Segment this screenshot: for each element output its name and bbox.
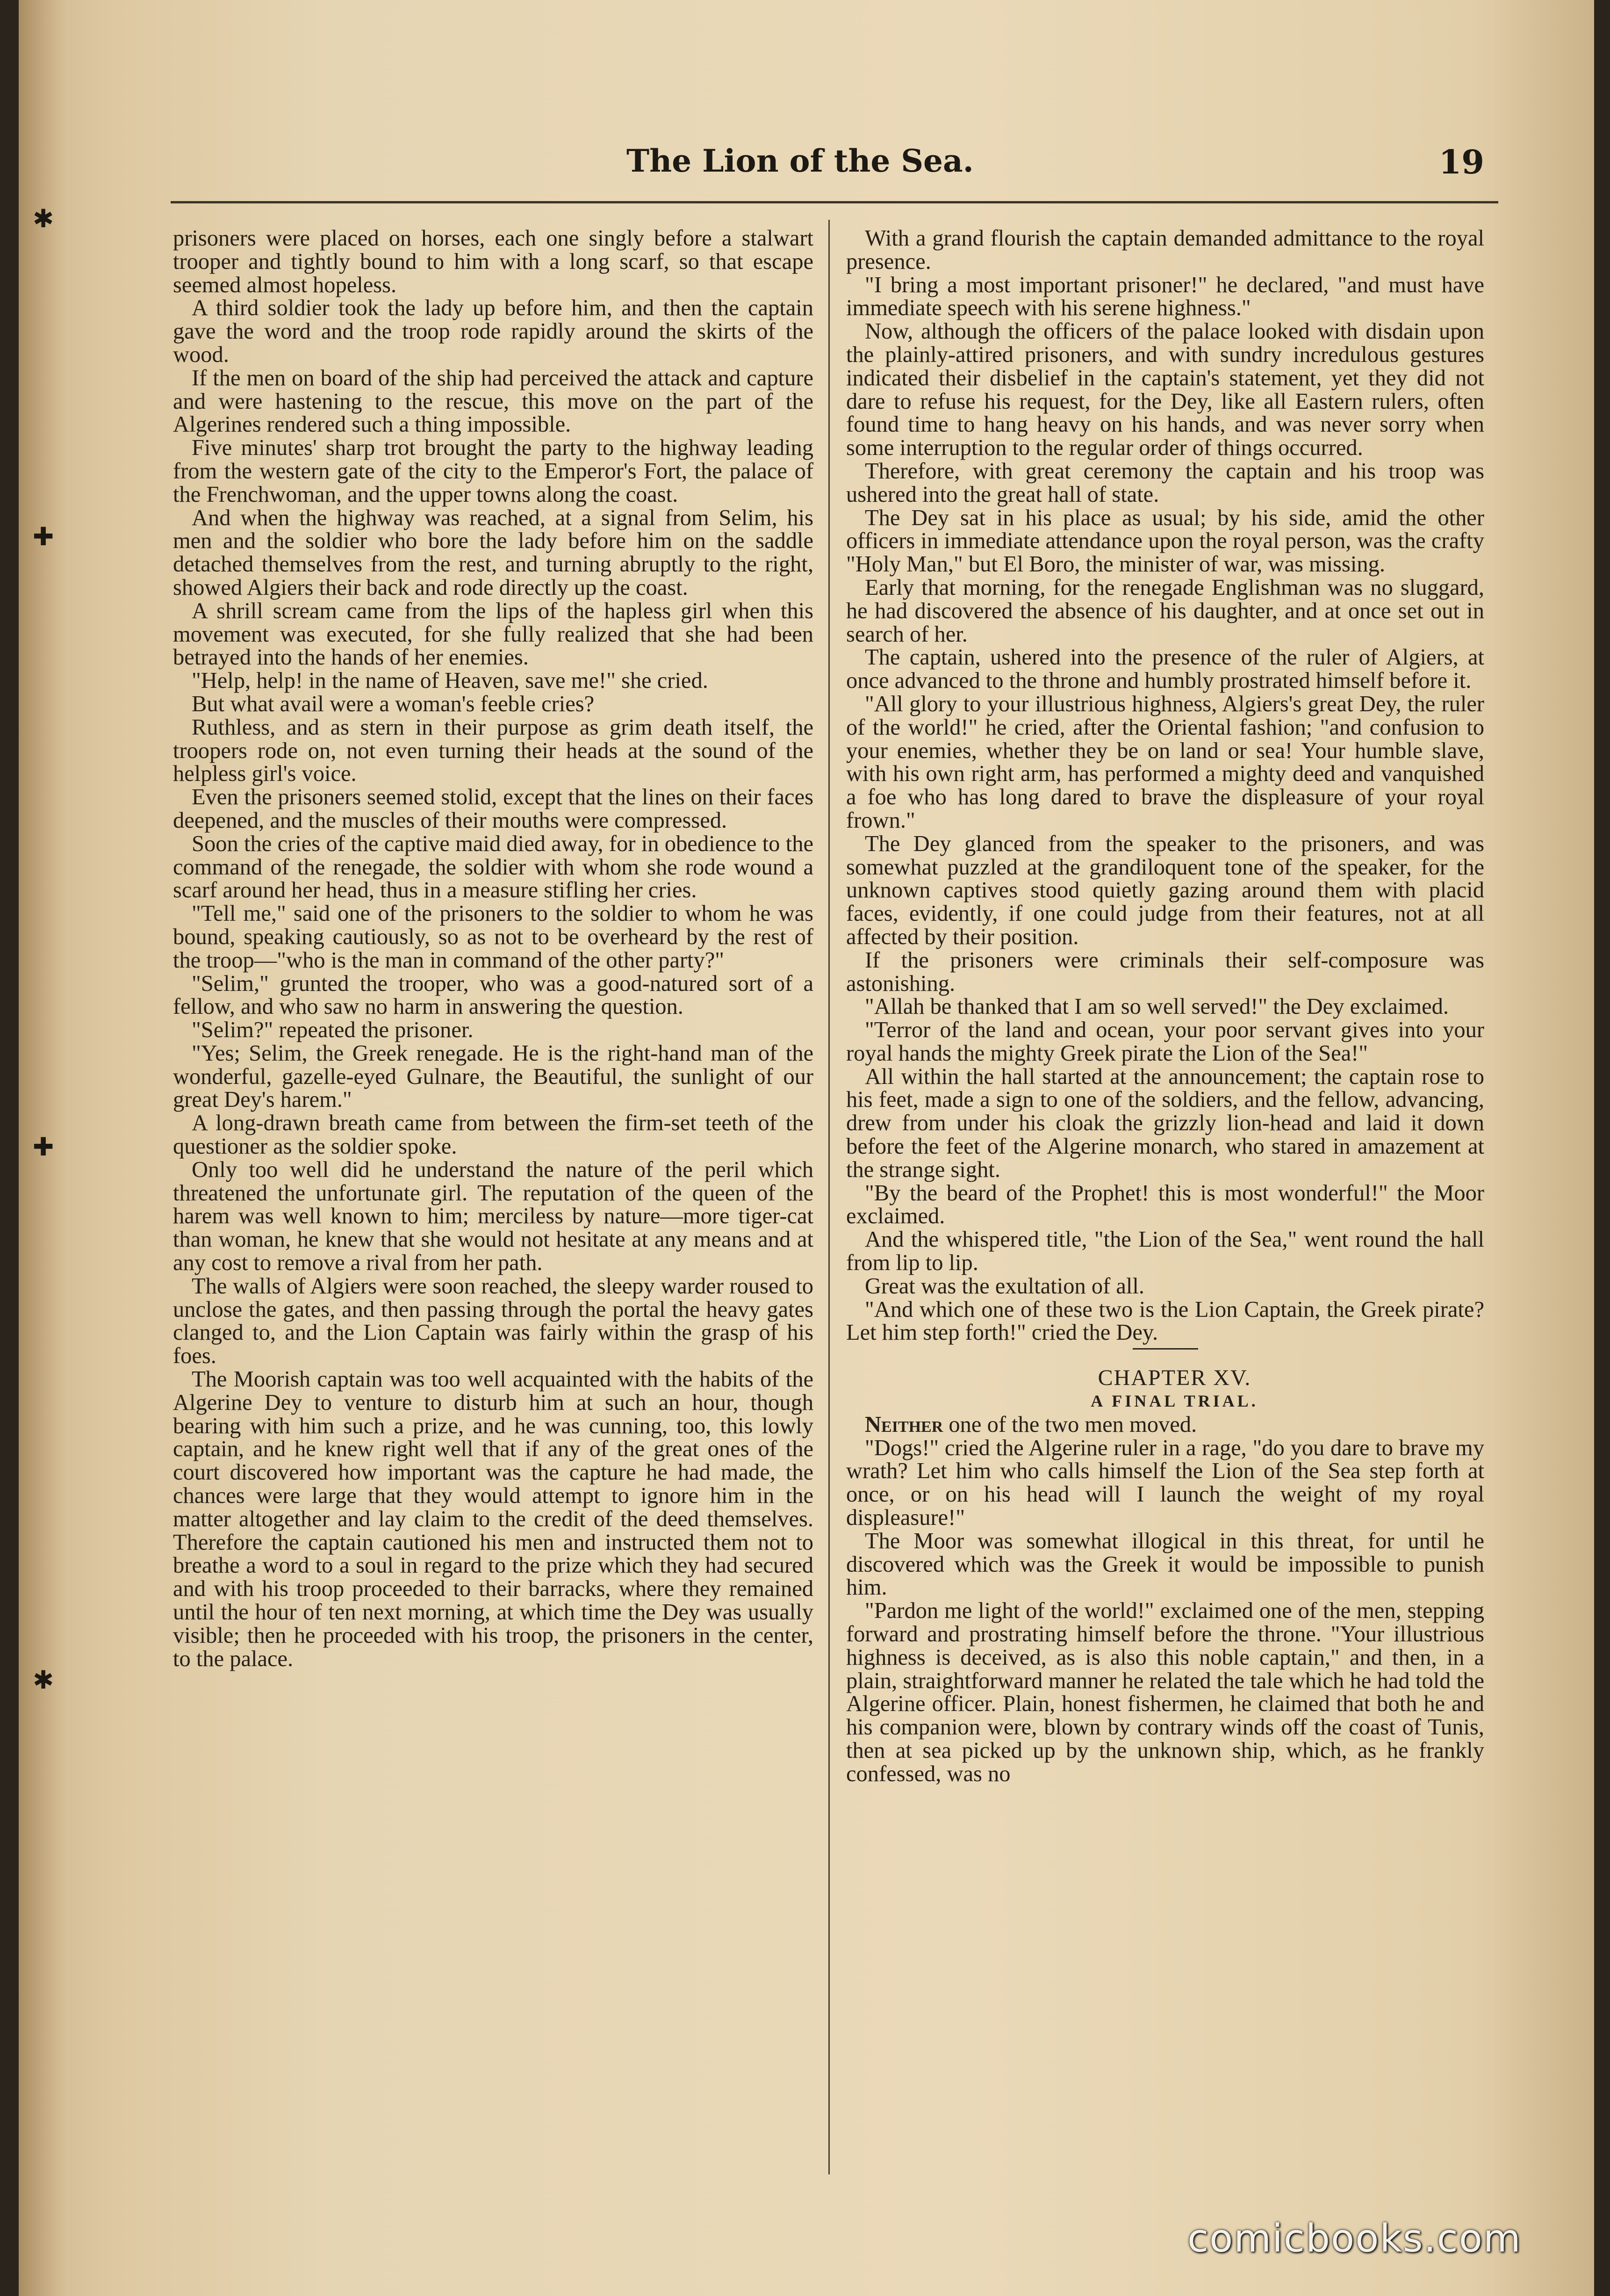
paragraph: The Moorish captain was too well acquainted with the habits of the Algerine Dey to venture to disturb him at such an hour, though bearing with him such a prize, and he was cunning, too, this lowly captain, and he knew right well that if any of the great ones of the court discovered how important was the capture he had made, the chances were large that they would attempt to ignore him in the matter altogether and lay claim to the credit of the deed themselves. Therefore the captain cautioned his men and instructed them not to breathe a word to a soul in regard to the prize which they had secured and with his troop proceeded to their barracks, where they remained until the hour of ten next morning, at which time the Dey was usually visible; then he proceeded with his troop, the prisoners in the center, to the palace. bbox=[173, 1367, 813, 1671]
column-divider bbox=[828, 220, 830, 2174]
paragraph: But what avail were a woman's feeble cries? bbox=[192, 691, 595, 716]
paragraph: All within the hall started at the announcement; the captain rose to his feet, made a sign to one of the soldiers, and the fellow, advancing, drew from under his cloak the grizzly lion-head and laid it down before the feet of the Algerine monarch, who stared in amazement at the strange sight. bbox=[846, 1064, 1484, 1182]
paragraph: The Dey glanced from the speaker to the prisoners, and was somewhat puzzled at the grandiloquent tone of the speaker, for the unknown captives stood quietly gazing around them with placid faces, evidently, if one could judge from their features, not at all affected by their position. bbox=[846, 831, 1484, 949]
paragraph: The walls of Algiers were soon reached, the sleepy warder roused to unclose the gates, and then passing through the portal the heavy gates clanged to, and the Lion Captain was fairly within the grasp of his foes. bbox=[173, 1273, 813, 1369]
chapter-heading: CHAPTER XV. bbox=[1098, 1365, 1251, 1391]
text-column-left bbox=[173, 227, 813, 1670]
chapter-subtitle: A FINAL TRIAL. bbox=[1091, 1392, 1258, 1411]
paragraph: Ruthless, and as stern in their purpose as grim death itself, the troopers rode on, not even turning their heads at the sound of the helpless girl's voice. bbox=[173, 715, 813, 787]
paragraph: A shrill scream came from the lips of the hapless girl when this movement was executed, for she fully realized that she had been betrayed into the hands of her enemies. bbox=[173, 598, 813, 670]
paragraph: If the men on board of the ship had perceived the attack and capture and were hastening to the rescue, this move on the part of the Algerines rendered such a thing impossible. bbox=[173, 365, 813, 437]
chapter-lead-word: Neither bbox=[865, 1412, 943, 1437]
paragraph: "Selim," grunted the trooper, who was a good-natured sort of a fellow, and who saw no harm in answering the question. bbox=[173, 971, 813, 1019]
paragraph: "I bring a most important prisoner!" he declared, "and must have immediate speech with his serene highness." bbox=[846, 272, 1484, 321]
paragraph: The captain, ushered into the presence of the ruler of Algiers, at once advanced to the throne and humbly prostrated himself before it. bbox=[846, 645, 1484, 693]
paragraph: "And which one of these two is the Lion Captain, the Greek pirate? Let him step forth!" cried the Dey. bbox=[846, 1297, 1484, 1345]
paragraph: Only too well did he understand the nature of the peril which threatened the unfortunate girl. The reputation of the queen of the harem was well known to him; merciless by nature—more tiger-cat than woman, he knew that she would not hesitate at any means and at any cost to remove a rival from her path. bbox=[173, 1157, 813, 1276]
paragraph: "Dogs!" cried the Algerine ruler in a rage, "do you dare to brave my wrath? Let him who calls himself the Lion of the Sea step forth at once, or on his head will I launch the weight of my royal displeasure!" bbox=[846, 1435, 1484, 1531]
paragraph: The Moor was somewhat illogical in this threat, for until he discovered which was the Greek it would be impossible to punish him. bbox=[846, 1528, 1484, 1600]
text-column-right bbox=[846, 227, 1484, 1786]
book-spine bbox=[19, 0, 70, 2296]
page-number: 19 bbox=[1438, 143, 1484, 181]
paragraph: If the prisoners were criminals their self-composure was astonishing. bbox=[846, 947, 1484, 996]
paragraph: "Allah be thanked that I am so well served!" the Dey exclaimed. bbox=[865, 994, 1449, 1019]
binding-stitch-icon: ✚ bbox=[33, 522, 54, 551]
binding-stitch-icon: ✱ bbox=[33, 1665, 54, 1695]
paragraph-text: one of the two men moved. bbox=[943, 1412, 1197, 1437]
running-header-title: The Lion of the Sea. bbox=[626, 143, 974, 179]
paragraph: Soon the cries of the captive maid died away, for in obedience to the command of the renegade, the soldier with whom she rode wound a scarf around her head, thus in a measure stifling her cries. bbox=[173, 831, 813, 903]
paragraph: prisoners were placed on horses, each one singly before a stalwart trooper and tightly bound to him with a long scarf, so that escape seemed almost hopeless. bbox=[173, 226, 813, 297]
watermark: comicbooks.com bbox=[1187, 2217, 1522, 2261]
paragraph: With a grand flourish the captain demanded admittance to the royal presence. bbox=[846, 226, 1484, 274]
paragraph: "Pardon me light of the world!" exclaimed one of the men, stepping forward and prostrating himself before the throne. "Your illustrious highness is deceived, as is also this noble captain," and then, in a plain, straightforward manner he related the tale which he had told the Algerine officer. Plain, honest fishermen, he claimed that both he and his companion were, blown by contrary winds off the coast of Tunis, then at sea picked up by the unknown ship, which, as he frankly confessed, was no bbox=[846, 1598, 1484, 1786]
paragraph: "Tell me," said one of the prisoners to the soldier to whom he was bound, speaking cautiously, so as not to be overheard by the rest of the troop—"who is the man in command of the other party?" bbox=[173, 901, 813, 973]
paragraph: Five minutes' sharp trot brought the party to the highway leading from the western gate of the city to the Emperor's Fort, the palace of the Frenchwoman, and the upper towns along the coast. bbox=[173, 435, 813, 507]
paragraph: "Help, help! in the name of Heaven, save me!" she cried. bbox=[192, 668, 708, 693]
paragraph: "Terror of the land and ocean, your poor servant gives into your royal hands the mighty Greek pirate the Lion of the Sea!" bbox=[846, 1018, 1484, 1066]
paragraph: Therefore, with great ceremony the captain and his troop was ushered into the great hall of state. bbox=[846, 458, 1484, 507]
paragraph: A third soldier took the lady up before him, and then the captain gave the word and the troop rode rapidly around the skirts of the wood. bbox=[173, 296, 813, 367]
paragraph: Great was the exultation of all. bbox=[865, 1273, 1144, 1299]
binding-stitch-icon: ✚ bbox=[33, 1132, 54, 1162]
paragraph: And the whispered title, "the Lion of the Sea," went round the hall from lip to lip. bbox=[846, 1227, 1484, 1276]
paragraph: The Dey sat in his place as usual; by his side, amid the other officers in immediate attendance upon the royal person, was the crafty "Holy Man," but El Boro, the minister of war, was missing. bbox=[846, 505, 1484, 577]
paragraph: Even the prisoners seemed stolid, except that the lines on their faces deepened, and the muscles of their mouths were compressed. bbox=[173, 785, 813, 833]
binding-stitch-icon: ✱ bbox=[33, 204, 54, 233]
paragraph: "All glory to your illustrious highness, Algiers's great Dey, the ruler of the world!" he cried, after the Oriental fashion; "and confusion to your enemies, whether they be on land or sea! Your humble slave, with his own right arm, has performed a mighty deed and vanquished a foe who has long dared to brave the displeasure of your royal frown." bbox=[846, 691, 1484, 833]
paragraph: "By the beard of the Prophet! this is most wonderful!" the Moor exclaimed. bbox=[846, 1180, 1484, 1229]
header-rule bbox=[171, 201, 1498, 203]
page bbox=[19, 0, 1594, 2296]
chapter-divider bbox=[1133, 1348, 1198, 1350]
paragraph: "Yes; Selim, the Greek renegade. He is the right-hand man of the wonderful, gazelle-eyed Gulnare, the Beautiful, the sunlight of our great Dey's harem." bbox=[173, 1040, 813, 1112]
paragraph: Early that morning, for the renegade Englishman was no sluggard, he had discovered the absence of his daughter, and at once set out in search of her. bbox=[846, 575, 1484, 647]
paragraph: Now, although the officers of the palace looked with disdain upon the plainly-attired prisoners, and with sundry incredulous gestures indicated their disbelief in the captain's statement, yet they did not dare to refuse his request, for the Dey, like all Eastern rulers, often found time to hang heavy on his hands, and was never sorry when some interruption to the regular order of things occurred. bbox=[846, 319, 1484, 461]
chapter-first-paragraph bbox=[846, 1413, 1484, 1437]
paragraph: "Selim?" repeated the prisoner. bbox=[192, 1018, 474, 1043]
paragraph: And when the highway was reached, at a signal from Selim, his men and the soldier who bore the lady before him on the saddle detached themselves from the rest, and turning abruptly to the right, showed Algiers their back and rode directly up the coast. bbox=[173, 505, 813, 600]
paragraph: A long-drawn breath came from between the firm-set teeth of the questioner as the soldier spoke. bbox=[173, 1111, 813, 1159]
